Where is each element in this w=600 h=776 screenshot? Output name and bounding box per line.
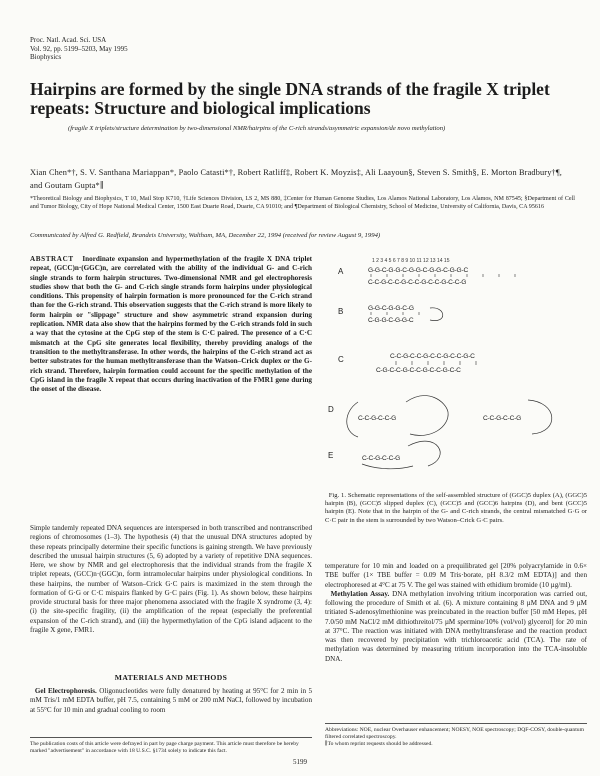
figure-b-bottom-strand: C-G-G-C-G-G-C (368, 317, 414, 324)
reprint-footnote: ∥To whom reprint requests should be addressed. (325, 741, 433, 747)
journal-name: Proc. Natl. Acad. Sci. USA (30, 36, 107, 44)
abstract (30, 255, 312, 394)
abstract-text: Inordinate expansion and hypermethylation of the fragile X DNA triplet repeat, (GCC)n·(GGC)n, are correlated with the ability of the individual G- and C-rich single strands to form hairpin structures. Two-dimensional NMR and gel electrophoresis studies show that both the G- and C-rich single strands form hairpins under physiological conditions. This propensity of hairpin formation is more pronounced for the C-rich strand than for the G-rich strand. This observation suggests that the C-rich strand is more likely to form hairpin or "slippage" structure and show asymmetric strand expansion during replication. NMR data also show that the hairpins formed by the C-rich strands fold in such a way that the cytosine at the CpG step of the stem is C·C paired. The presence of a C·C mismatch at the CpG site generates local flexibility, thereby providing analogs of the transition to the methyltransferase. In other words, the hairpins of the C-rich strand act as better substrates for the human methyltransferase than the Watson–Crick duplex or the G-rich strand. Therefore, hairpin formation could account for the specific methylation of the CpG island in the fragile X repeat that occurs during inactivation of the FMR1 gene during the onset of the disease. (30, 255, 312, 394)
keywords: (fragile X triplets/structure determination by two-dimensional NMR/hairpins of the C-rich strands/asymmetric expansion/de novo methylation) (68, 125, 446, 132)
intro-paragraph: Simple tandemly repeated DNA sequences are interspersed in both transcribed and nontranscribed regions of chromosomes (1–3). The hypothesis (4) that the unusual DNA structures adopted by these repeats principally determine their specific functions is gaining strength. We have previously described the unusual hairpin structures (5, 6) adopted by a variety of repetitive DNA sequences. Here, we show by NMR and gel electrophoresis that the individual strands from the fragile X triplet repeats, (GCC)n·(GGC)n, form intramolecular hairpins under physiological conditions. In these hairpins, the number of Watson–Crick G·C pairs is maximized in the stem through the formation of G·G or C·C mispairs flanked by G·C pairs (Fig. 1). As shown below, these hairpins provide structural basis for three major phenomena associated with the fragile X syndrome (3, 4): (i) the site-specific fragility, (ii) the amplification of the repeat (especially the preferential expansion of the C-rich strand), and (iii) the hypermethylation of the CpG island adjacent to the fragile X gene, FMR1. (30, 524, 312, 634)
figure-b-top-strand: G-G-C-G-G-C-G (368, 305, 414, 312)
section-heading: MATERIALS AND METHODS (114, 673, 228, 682)
figure-e-loop (408, 441, 440, 466)
figure-label-e: E (328, 451, 334, 460)
abstract-label: ABSTRACT (30, 255, 74, 263)
footnote: The publication costs of this article were defrayed in part by page charge payment. This article must therefore be hereby marked "advertisement" in accordance with 18 U.S.C. §1734 solely to indicate this fact. (30, 737, 312, 755)
abbreviations: Abbreviations: NOE, nuclear Overhauser enhancement; NOESY, NOE spectroscopy; DQF-COSY, double-quantum filtered correlated spectroscopy. (325, 727, 584, 740)
page-number: 5199 (293, 758, 307, 766)
gel-paragraph (30, 687, 312, 715)
figure-c-bottom-strand: C-G-C-C-G-C-C-G-C-C-G-C-C (376, 367, 461, 374)
figure-a-bottom-strand: C-C-G-C-C-G-C-C-G-C-C-G-C-C-G (368, 279, 467, 286)
figure-d-right-strand: C-C-G-C-C-G (483, 415, 522, 422)
figure-d-right-loop (528, 400, 552, 434)
article-title: Hairpins are formed by the single DNA strands of the fragile X triplet repeats: Structure and biological implications (30, 79, 550, 118)
gel-continued: temperature for 10 min and loaded on a prequilibrated gel [20% polyacrylamide in 0.6× TBE buffer (1× TBE buffer = 0.09 M Tris·borate, pH 8.3/2 mM EDTA)] and then electrophoresed at 4°C at 75 V. The gel was stained with ethidium bromide (10 µg/ml). (325, 562, 587, 589)
figure-1 (318, 258, 586, 472)
methylation-paragraph (325, 590, 587, 664)
figure-d-center-loop (406, 396, 448, 436)
gel-text: Oligonucleotides were fully denatured by heating at 95°C for 2 min in 5 mM Tris/1 mM EDTA buffer, pH 7.5, containing 5 mM or 200 mM NaCl, followed by incubation at 55°C for 10 min and gradual cooling to room (30, 687, 312, 714)
journal-volume: Vol. 92, pp. 5199–5203, May 1995 (30, 44, 128, 53)
journal-header (30, 36, 128, 62)
figure-e-tail (362, 464, 413, 469)
figure-label-b: B (338, 307, 344, 316)
affiliations: *Theoretical Biology and Biophysics, T 10, Mail Stop K710, †Life Sciences Division, LS 2, MS 880, ‡Center for Human Genome Studies, Los Alamos National Laboratory, Los Alamos, NM 87545; §Department of Cell and Tumor Biology, City of Hope National Medical Center, 1500 East Duarte Road, Duarte, CA 91010; and ¶Department of Biological Chemistry, School of Medicine, University of California, Davis, CA 95616 (30, 196, 575, 210)
figure-a-numbers: 1 2 3 4 5 6 7 8 9 10 11 12 13 14 15 (372, 258, 450, 264)
figure-e-strand: C-C-G-C-C-G (362, 455, 401, 462)
figure-d-left-loop-outer (347, 402, 358, 437)
figure-c-top-strand: C-C-G-C-C-G-C-C-G-C-C-G-C (390, 353, 475, 360)
right-column-text (325, 562, 587, 664)
methylation-text: DNA methylation involving tritium incorporation was carried out, following the procedure of Smith et al. (6). A mixture containing 8 µM DNA and 9 µM tritiated S-adenosylmethionine was preincubated in the reaction buffer [50 mM Hepes, pH 7.0/50 mM NaCl/2 mM dithiothreitol/75 µM spermine/10% (vol/vol) glycerol] for 20 min at 37°C. The reaction was initiated with DNA methyltransferase and the reaction product was then recovered by precipitation with trichloroacetic acid (TCA). The rate of methylation was determined by measuring tritium incorporation into the TCA-insoluble DNA. (325, 589, 587, 663)
communicated-by: Communicated by Alfred G. Redfield, Brandeis University, Waltham, MA, December 22, 1994 (received for review August 9, 1994) (30, 232, 381, 239)
caption-text: Schematic representations of the self-assembled structure of (GGC)5 duplex (A), (GGC)5 hairpin (B), (GCC)5 slipped duplex (C), (GCC)5 and (GCC)6 hairpins (D), and bent (GCC)5 hairpin (E). Note that in the hairpin of the G- and C-rich strands, the central mismatched G·G or C·C pair in the stem is surrounded by two Watson–Crick G·C pairs. (325, 492, 588, 524)
abbreviations-footnote (325, 723, 587, 748)
author-list: Xian Chen*†, S. V. Santhana Mariappan*, Paolo Catasti*†, Robert Ratliff‡, Robert K. Moyzis‡, Ali Laayoun§, Steven S. Smith§, E. Morton Bradbury†¶, and Goutam Gupta*∥ (30, 168, 562, 190)
methylation-label: Methylation Assay. (330, 589, 390, 598)
figure-label-d: D (328, 405, 334, 414)
figure-b-loop (430, 308, 443, 321)
figure-label-c: C (338, 355, 344, 364)
figure-d-left-strand: C-C-G-C-C-G (358, 415, 397, 422)
gel-label: Gel Electrophoresis. (34, 687, 97, 695)
figure-hairpin-loops (347, 308, 552, 469)
figure-a-top-strand: G-G-C-G-G-C-G-G-C-G-G-C-G-G-C (368, 267, 469, 274)
caption-label: Fig. 1. (328, 492, 346, 499)
figure-caption (325, 492, 587, 525)
journal-section: Biophysics (30, 53, 62, 61)
figure-label-a: A (338, 267, 344, 276)
